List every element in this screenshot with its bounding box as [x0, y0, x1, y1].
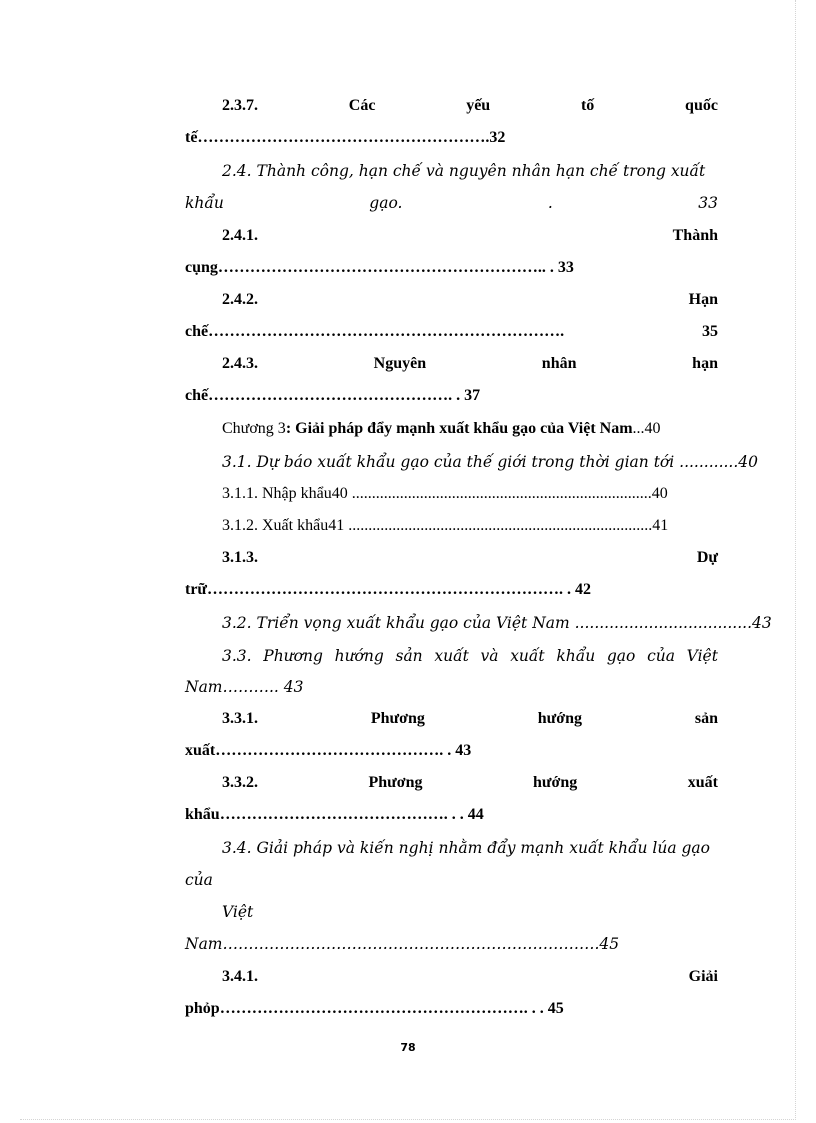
- word: hướng: [533, 774, 578, 791]
- toc-entry-3-1-3: [222, 548, 718, 568]
- word: xuất: [434, 647, 469, 665]
- toc-entry-3-3-cont: Nam……….. 43: [185, 678, 304, 696]
- section-number: 3.4.1.: [222, 968, 258, 985]
- toc-entry-2-3-7: [222, 96, 718, 116]
- toc-entry-3-4-1: [222, 967, 718, 987]
- word: Phương: [368, 774, 423, 791]
- word: khẩu: [556, 647, 596, 665]
- page-number: 78: [400, 1041, 416, 1054]
- word: Phương: [263, 647, 323, 665]
- toc-entry-2-4-3: [222, 354, 718, 374]
- toc-entry-3-1-2: 3.1.2. Xuất khẩu41 ............................................................................41: [222, 517, 669, 534]
- toc-entry-3-4-cont: Việt: [222, 903, 254, 921]
- word: của: [647, 647, 675, 665]
- word: Việt: [686, 647, 718, 665]
- word: tố: [580, 97, 595, 114]
- word: gạo.: [369, 194, 403, 212]
- chapter-title: : Giải pháp đẩy mạnh xuất khẩu gạo của Việt Nam: [285, 420, 633, 437]
- toc-chapter-3: [222, 419, 762, 439]
- toc-entry-2-4-2: [222, 290, 718, 310]
- word: Hạn: [688, 291, 718, 308]
- toc-entry-3-3-2: [222, 773, 718, 793]
- word: hướng: [334, 647, 384, 665]
- section-number: 2.4.2.: [222, 291, 258, 308]
- word: yếu: [466, 97, 491, 114]
- word: Nguyên: [373, 355, 427, 372]
- word: Thành: [672, 227, 718, 244]
- toc-entry-3-1-1: 3.1.1. Nhập khẩu40 ...........................................................................40: [222, 485, 668, 502]
- word: Dự: [696, 549, 718, 566]
- toc-entry-3-1: 3.1. Dự báo xuất khẩu gạo của thế giới trong thời gian tới ............40: [222, 453, 758, 471]
- section-number: 2.3.7.: [222, 97, 258, 114]
- toc-entry-2-4-3-cont: chế………………………………………. . 37: [185, 387, 481, 404]
- toc-entry-3-4-cont: của: [185, 871, 213, 889]
- toc-entry-3-4-1-cont: phỏp…………………………………………………. . . 45: [185, 1000, 564, 1017]
- toc-entry-3-1-3-cont: trữ…………………………………………………………. . 42: [185, 581, 592, 598]
- page-ref: 35: [702, 323, 718, 340]
- word: gạo: [606, 647, 636, 665]
- toc-entry-2-3-7-cont: tế……………………………………………….32: [185, 129, 506, 146]
- word: sản: [395, 647, 423, 665]
- section-number: 2.4.1.: [222, 227, 258, 244]
- word: quốc: [685, 97, 718, 114]
- toc-entry-3-3-1-cont: xuất……………………………………. . 43: [185, 742, 472, 759]
- toc-entry-2-4-1-cont: cụng…………………………………………………….. . 33: [185, 259, 574, 276]
- word: xuất: [510, 647, 545, 665]
- word: sản: [694, 710, 718, 727]
- page-ref: ...40: [632, 420, 661, 437]
- toc-entry-3-4: 3.4. Giải pháp và kiến nghị nhằm đẩy mạnh xuất khẩu lúa gạo: [222, 839, 710, 857]
- toc-entry-3-3: [222, 646, 718, 666]
- toc-entry-3-4-cont: Nam……………………………………………………………….45: [185, 935, 620, 953]
- word: khẩu: [185, 194, 224, 212]
- page-border-bottom: [20, 1119, 796, 1120]
- word: xuất: [687, 774, 718, 791]
- toc-entry-2-4-1: [222, 226, 718, 246]
- toc-entry-3-3-2-cont: khẩu……………………………………. . . 44: [185, 806, 484, 823]
- word: hướng: [537, 710, 583, 727]
- word: và: [480, 647, 499, 665]
- section-number: 3.3.1.: [222, 710, 258, 727]
- word: .: [547, 194, 553, 212]
- dot-leader: chế………………………………………………………….: [185, 323, 565, 340]
- section-number: 3.1.3.: [222, 549, 258, 566]
- section-number: 2.4.3.: [222, 355, 258, 372]
- section-number: 3.3.: [222, 647, 252, 665]
- chapter-prefix: Chương 3: [222, 420, 286, 437]
- toc-entry-2-4: 2.4. Thành công, hạn chế và nguyên nhân hạn chế trong xuất: [222, 162, 706, 180]
- word: nhân: [541, 355, 577, 372]
- toc-entry-3-3-1: [222, 709, 718, 729]
- toc-entry-2-4-cont: [185, 193, 718, 213]
- word: hạn: [692, 355, 718, 372]
- toc-entry-2-4-2-cont: [185, 322, 718, 342]
- page-border-right: [795, 0, 796, 1120]
- section-number: 3.3.2.: [222, 774, 258, 791]
- word: Phương: [370, 710, 425, 727]
- word: Các: [348, 97, 376, 114]
- word: Giải: [688, 968, 718, 985]
- toc-entry-3-2: 3.2. Triển vọng xuất khẩu gạo của Việt Nam ....................................43: [222, 614, 772, 632]
- page-ref: 33: [698, 194, 718, 212]
